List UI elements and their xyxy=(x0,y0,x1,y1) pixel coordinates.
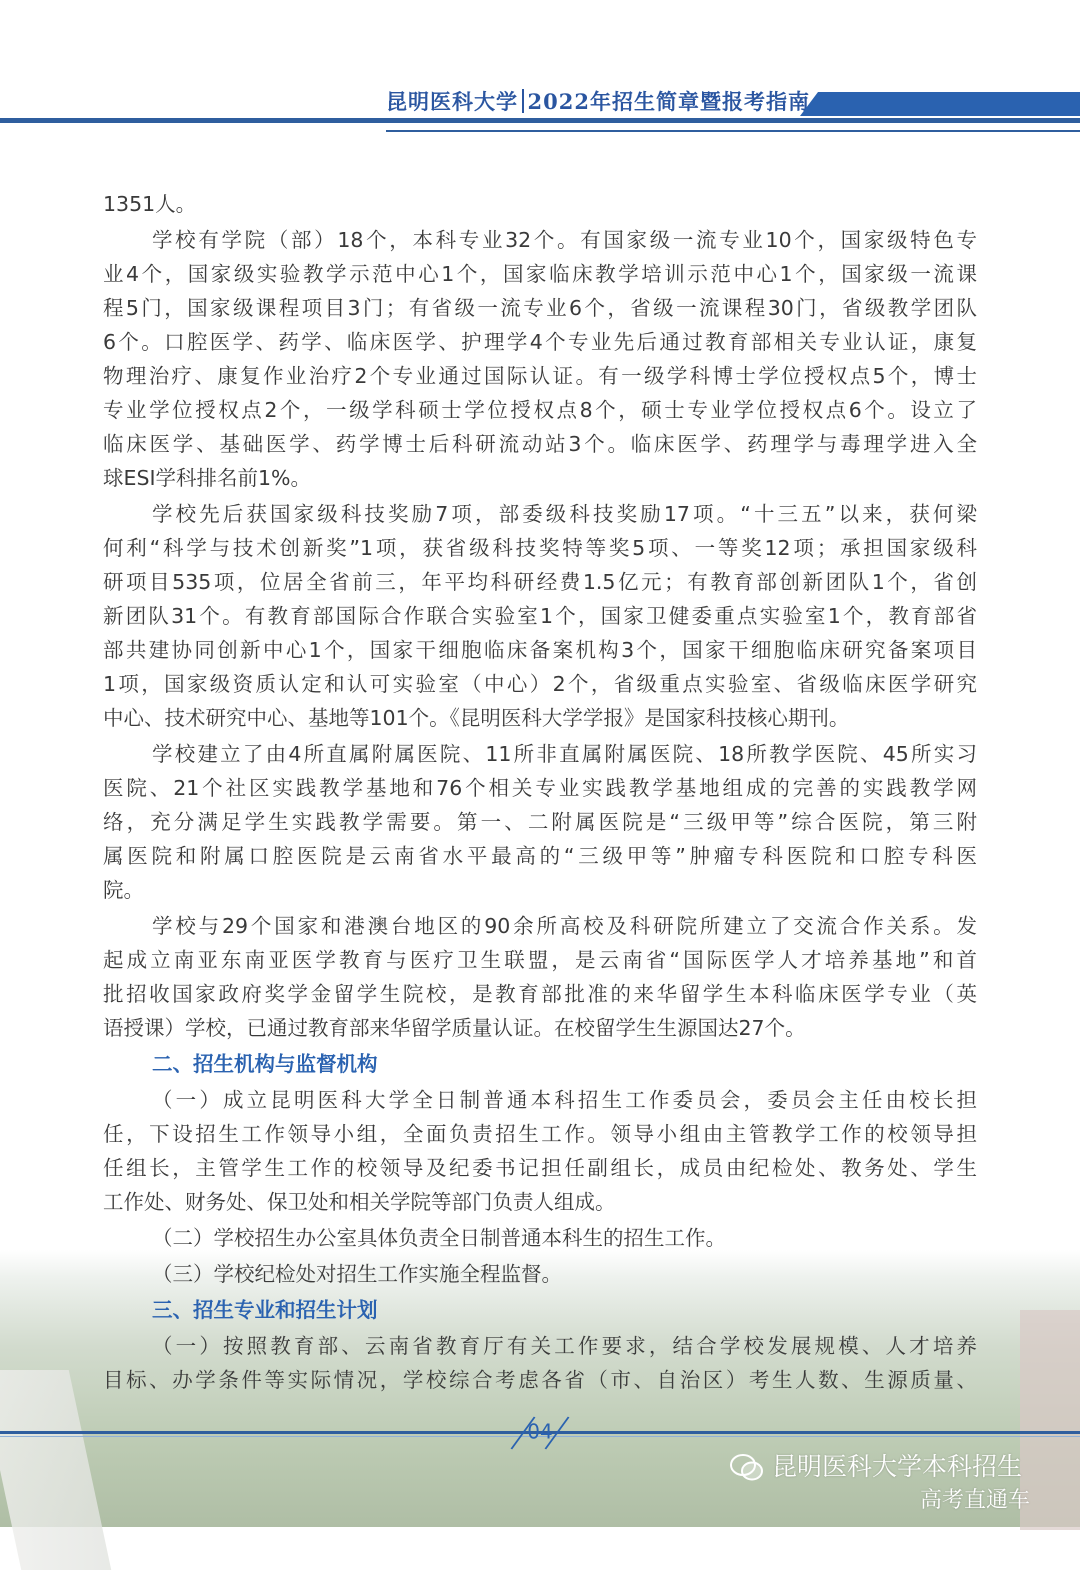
watermark xyxy=(730,1452,1030,1516)
text-line: 任，下设招生工作领导小组，全面负责招生工作。领导小组由主管教学工作的校领导担 xyxy=(103,1122,977,1146)
text-line: 学校有学院（部）18个，本科专业32个。有国家级一流专业10个，国家级特色专 xyxy=(152,228,977,252)
header-guide-title: 2022年招生简章暨报考指南 xyxy=(527,89,810,114)
text-line: 学校建立了由4所直属附属医院、11所非直属附属医院、18所教学医院、45所实习 xyxy=(152,742,977,766)
text-line: 部共建协同创新中心1个，国家干细胞临床备案机构3个，国家干细胞临床研究备案项目 xyxy=(103,638,977,662)
text-line: 任组长，主管学生工作的校领导及纪委书记担任副组长，成员由纪检处、教务处、学生 xyxy=(103,1156,977,1180)
page-number-text: 04 xyxy=(527,1419,553,1444)
text-line: （一）按照教育部、云南省教育厅有关工作要求，结合学校发展规模、人才培养 xyxy=(152,1334,977,1358)
header-separator xyxy=(522,89,524,113)
watermark-account: 昆明医科大学本科招生 xyxy=(772,1452,1023,1481)
header-rule-thin xyxy=(386,130,1080,132)
text-line: 工作处、财务处、保卫处和相关学院等部门负责人组成。 xyxy=(103,1190,616,1214)
header-rule xyxy=(0,118,1080,123)
paragraph xyxy=(103,737,977,907)
text-line: 医院、21个社区实践教学基地和76个相关专业实践教学基地组成的完善的实践教学网 xyxy=(103,776,977,800)
text-line: 球ESI学科排名前1%。 xyxy=(103,466,312,490)
header-title xyxy=(386,86,810,116)
text-line: 业4个，国家级实验教学示范中心1个，国家临床教学培训示范中心1个，国家级一流课 xyxy=(103,262,977,286)
paragraph xyxy=(103,1257,977,1291)
paragraph xyxy=(103,223,977,495)
text-line: 6个。口腔医学、药学、临床医学、护理学4个专业先后通过教育部相关专业认证，康复 xyxy=(103,330,977,354)
paragraph xyxy=(103,187,977,221)
text-line: 中心、技术研究中心、基地等101个。《昆明医科大学学报》是国家科技核心期刊。 xyxy=(103,706,850,730)
text-line: 目标、办学条件等实际情况，学校综合考虑各省（市、自治区）考生人数、生源质量、 xyxy=(103,1368,977,1392)
paragraph xyxy=(103,1329,977,1397)
text-line: （二）学校招生办公室具体负责全日制普通本科生的招生工作。 xyxy=(152,1226,726,1250)
text-line: 程5门，国家级课程项目3门；有省级一流专业6个，省级一流课程30门，省级教学团队 xyxy=(103,296,977,320)
header-school-name: 昆明医科大学 xyxy=(386,89,518,114)
photo-road xyxy=(0,1370,111,1570)
watermark-overlay: 高考直通车 xyxy=(920,1488,1031,1513)
text-line: 络，充分满足学生实践教学需要。第一、二附属医院是“三级甲等”综合医院，第三附 xyxy=(103,810,977,834)
text-line: 属医院和附属口腔医院是云南省水平最高的“三级甲等”肿瘤专科医院和口腔专科医 xyxy=(103,844,977,868)
paragraph xyxy=(103,1221,977,1255)
section-heading: 三、招生专业和招生计划 xyxy=(152,1298,378,1322)
section-heading: 二、招生机构与监督机构 xyxy=(152,1052,378,1076)
paragraph xyxy=(103,1083,977,1219)
text-line: 语授课）学校，已通过教育部来华留学质量认证。在校留学生生源国达27个。 xyxy=(103,1016,806,1040)
text-line: 新团队31个。有教育部国际合作联合实验室1个，国家卫健委重点实验室1个，教育部省 xyxy=(103,604,977,628)
text-line: 院。 xyxy=(103,878,144,902)
paragraph xyxy=(103,497,977,735)
page-number xyxy=(510,1416,570,1450)
document-body xyxy=(103,187,977,1399)
text-line: 临床医学、基础医学、药学博士后科研流动站3个。临床医学、药理学与毒理学进入全 xyxy=(103,432,977,456)
header-blue-band xyxy=(800,92,1080,116)
text-line: 学校与29个国家和港澳台地区的90余所高校及科研院所建立了交流合作关系。发 xyxy=(152,914,977,938)
text-line: 批招收国家政府奖学金留学生院校，是教育部批准的来华留学生本科临床医学专业（英 xyxy=(103,982,977,1006)
text-line: 1351人。 xyxy=(103,192,197,216)
text-line: （一）成立昆明医科大学全日制普通本科招生工作委员会，委员会主任由校长担 xyxy=(152,1088,977,1112)
text-line: 1项，国家级资质认定和认可实验室（中心）2个，省级重点实验室、省级临床医学研究 xyxy=(103,672,977,696)
text-line: 物理治疗、康复作业治疗2个专业通过国际认证。有一级学科博士学位授权点5个，博士 xyxy=(103,364,977,388)
text-line: 起成立南亚东南亚医学教育与医疗卫生联盟，是云南省“国际医学人才培养基地”和首 xyxy=(103,948,977,972)
text-line: 何利“科学与技术创新奖”1项，获省级科技奖特等奖5项、一等奖12项；承担国家级科 xyxy=(103,536,977,560)
wechat-icon xyxy=(730,1454,764,1482)
text-line: 专业学位授权点2个，一级学科硕士学位授权点8个，硕士专业学位授权点6个。设立了 xyxy=(103,398,977,422)
paragraph xyxy=(103,909,977,1045)
text-line: 学校先后获国家级科技奖励7项，部委级科技奖励17项。“十三五”以来，获何梁 xyxy=(152,502,977,526)
text-line: （三）学校纪检处对招生工作实施全程监督。 xyxy=(152,1262,562,1286)
text-line: 研项目535项，位居全省前三，年平均科研经费1.5亿元；有教育部创新团队1个，省创 xyxy=(103,570,977,594)
